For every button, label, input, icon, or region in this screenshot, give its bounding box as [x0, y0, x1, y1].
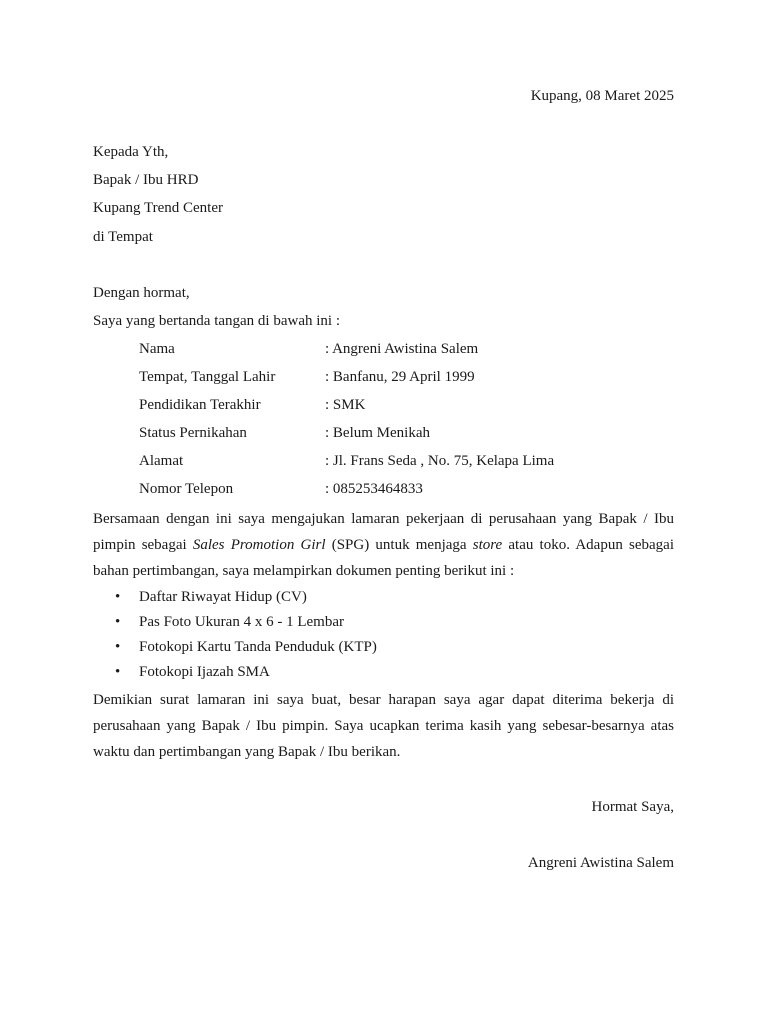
detail-label-name: Nama: [139, 341, 175, 357]
list-item-text: Daftar Riwayat Hidup (CV): [139, 589, 307, 605]
intro-line: Saya yang bertanda tangan di bawah ini :: [93, 313, 341, 329]
list-item-text: Fotokopi Kartu Tanda Penduduk (KTP): [139, 639, 377, 655]
detail-label-birth: Tempat, Tanggal Lahir: [139, 369, 276, 385]
bullet-icon: •: [115, 614, 121, 630]
detail-value-education: : SMK: [325, 397, 366, 413]
detail-value-birth: : Banfanu, 29 April 1999: [325, 369, 475, 385]
list-item: [93, 660, 377, 685]
detail-value-phone: : 085253464833: [325, 481, 423, 497]
store-word: store: [472, 537, 503, 553]
bullet-icon: •: [115, 664, 121, 680]
detail-label-marital: Status Pernikahan: [139, 425, 247, 441]
body-text-3: atau toko. Adapun sebagai bahan pertimbangan, saya melampirkan dokumen penting berikut ini :: [93, 537, 674, 579]
list-item: [93, 635, 377, 660]
list-item: [93, 610, 377, 635]
list-item-text: Fotokopi Ijazah SMA: [139, 664, 270, 680]
date-line: Kupang, 08 Maret 2025: [530, 88, 674, 104]
recipient-line-3: Kupang Trend Center: [93, 200, 223, 216]
list-item-text: Pas Foto Ukuran 4 x 6 - 1 Lembar: [139, 614, 344, 630]
bullet-icon: •: [115, 639, 121, 655]
detail-label-address: Alamat: [139, 453, 184, 469]
application-paragraph: [93, 506, 674, 584]
greeting: Dengan hormat,: [93, 285, 190, 301]
recipient-line-1: Kepada Yth,: [93, 144, 169, 160]
detail-value-marital: : Belum Menikah: [325, 425, 430, 441]
detail-label-phone: Nomor Telepon: [139, 481, 234, 497]
bullet-icon: •: [115, 589, 121, 605]
body-text-2: (SPG) untuk menjaga: [325, 537, 473, 553]
detail-value-name: : Angreni Awistina Salem: [325, 341, 479, 357]
closing-salutation: Hormat Saya,: [591, 799, 674, 815]
closing-paragraph: Demikian surat lamaran ini saya buat, besar harapan saya agar dapat diterima bekerja di perusahaan yang Bapak / Ibu pimpin. Saya ucapkan terima kasih yang sebesar-besarnya atas waktu dan pertimbangan yang Bapak / Ibu berikan.: [93, 692, 674, 760]
recipient-line-4: di Tempat: [93, 229, 153, 245]
recipient-line-2: Bapak / Ibu HRD: [93, 172, 199, 188]
attachment-list: [93, 585, 377, 685]
position-name: Sales Promotion Girl: [192, 537, 326, 553]
detail-value-address: : Jl. Frans Seda , No. 75, Kelapa Lima: [325, 453, 555, 469]
body-text-1: Bersamaan dengan ini saya mengajukan lamaran pekerjaan di perusahaan yang Bapak / Ibu pimpin sebagai: [93, 511, 674, 553]
detail-label-education: Pendidikan Terakhir: [139, 397, 261, 413]
list-item: [93, 585, 377, 610]
signature-name: Angreni Awistina Salem: [527, 855, 674, 871]
